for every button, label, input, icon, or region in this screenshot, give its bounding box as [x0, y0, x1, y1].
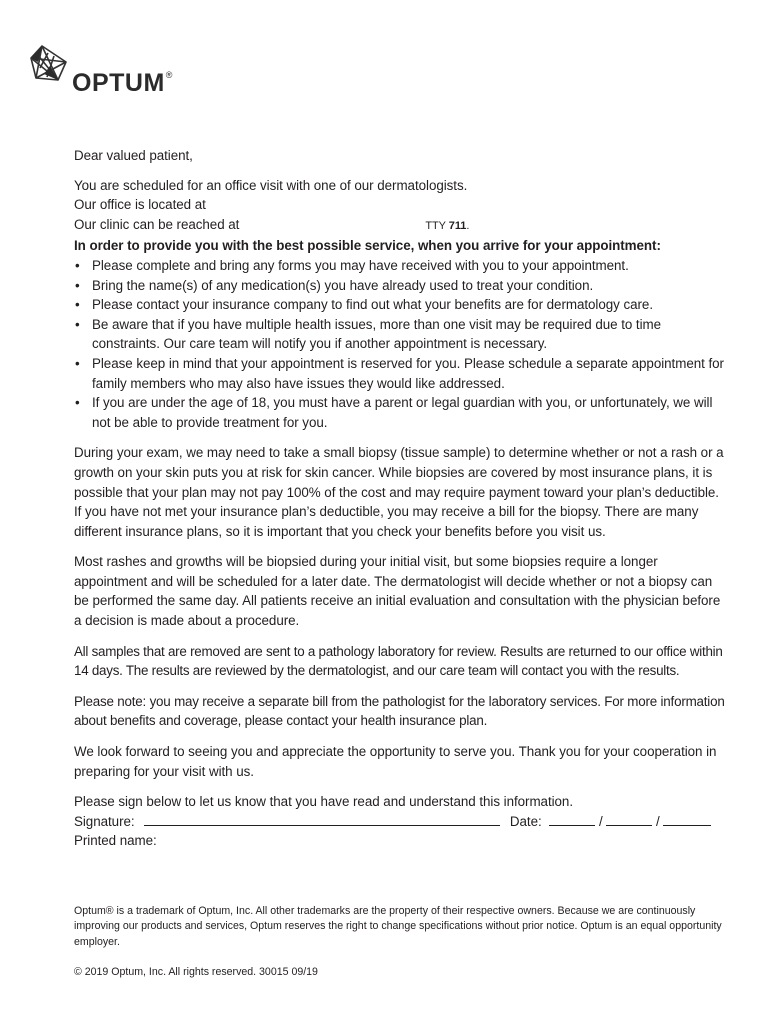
signature-field[interactable] [144, 812, 500, 826]
list-item: • If you are under the age of 18, you must have a parent or legal guardian with you, or unfortunately, we will not be able to provide treatment for you. [74, 393, 726, 432]
list-item: • Please keep in mind that your appointment is reserved for you. Please schedule a separate appointment for family members who may also have issues they would like addressed. [74, 354, 726, 393]
sign-instruction: Please sign below to let us know that you have read and understand this information. [74, 794, 574, 810]
optum-logo [28, 44, 198, 100]
date-month-field[interactable] [549, 812, 595, 826]
list-item: • Bring the name(s) of any medication(s) you have already used to treat your condition. [74, 276, 726, 296]
list-item: • Please contact your insurance company to find out what your benefits are for dermatology care. [74, 295, 726, 315]
signature-row [74, 812, 726, 832]
signature-label: Signature: [74, 813, 135, 829]
samples-paragraph: All samples that are removed are sent to a pathology laboratory for review. Results are returned to our office within 14 days. The results are reviewed by the dermatologist, and our care team will contact you with the results. [74, 643, 723, 679]
date-day-field[interactable] [606, 812, 652, 826]
list-item: • Please complete and bring any forms you may have received with you to your appointment. [74, 256, 726, 276]
date-label: Date: [509, 813, 542, 829]
copyright-notice: © 2019 Optum, Inc. All rights reserved. 30015 09/19 [74, 966, 318, 978]
rashes-paragraph: Most rashes and growths will be biopsied during your initial visit, but some biopsies require a longer appointment and will be scheduled for a later date. The dermatologist will decide whether or not a biopsy can be performed the same day. All patients receive an initial evaluation and consultation with the physician before a decision is made about a procedure. [74, 554, 721, 629]
optum-logo-mark-icon [28, 44, 72, 100]
date-year-field[interactable] [663, 812, 711, 826]
date-separator: / [599, 813, 603, 829]
thanks-paragraph: We look forward to seeing you and appreciate the opportunity to serve you. Thank you for your cooperation in preparing for your visit with us. [74, 744, 717, 779]
logo-wordmark: OPTUM® [72, 69, 173, 97]
date-separator: / [656, 813, 660, 829]
intro-line-2: Our office is located at [74, 197, 206, 213]
intro-line-3: Our clinic can be reached at TTY 711. [74, 216, 470, 232]
greeting: Dear valued patient, [74, 148, 193, 163]
letter-body [74, 146, 726, 851]
printed-name-label: Printed name: [74, 833, 157, 849]
intro-line-1: You are scheduled for an office visit with one of our dermatologists. [74, 177, 468, 193]
biopsy-paragraph: During your exam, we may need to take a small biopsy (tissue sample) to determine whether or not a rash or a growth on your skin puts you at risk for skin cancer. While biopsies are covered by most insurance plans, it is possible that your plan may not pay 100% of the cost and may require payment toward your plan’s deductible. If you have not met your insurance plan’s deductible, you may receive a bill for the biopsy. There are many different insurance plans, so it is important that you check your benefits before you visit us. [74, 445, 724, 539]
tty-info: TTY 711. [425, 219, 470, 232]
trademark-notice: Optum® is a trademark of Optum, Inc. All other trademarks are the property of their respective owners. Because we are continuously improving our products and services, Optum reserves the right to change specifications without prior notice. Optum is an equal opportunity employer. [74, 905, 722, 948]
note-paragraph: Please note: you may receive a separate bill from the pathologist for the laboratory services. For more information about benefits and coverage, please contact your health insurance plan. [74, 693, 725, 729]
list-item: • Be aware that if you have multiple health issues, more than one visit may be required due to time constraints. Our care team will notify you if another appointment is necessary. [74, 315, 726, 354]
printed-name-row [74, 831, 726, 851]
instructions-heading: In order to provide you with the best possible service, when you arrive for your appointment: [74, 238, 661, 254]
instructions-list [74, 256, 726, 432]
